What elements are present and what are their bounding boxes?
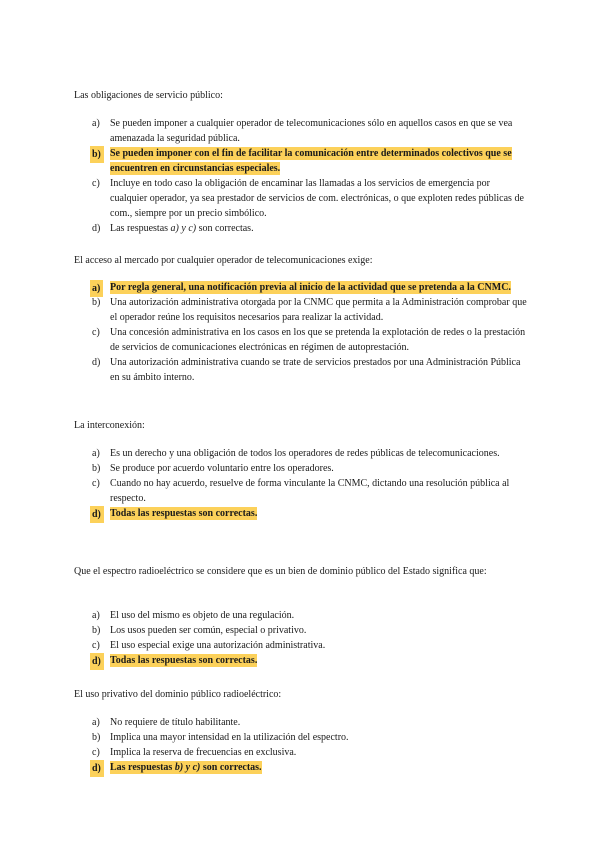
- option-text: [110, 223, 254, 234]
- option-2a-correct: [92, 280, 528, 295]
- option-5d-correct: [92, 760, 528, 775]
- question-4-options: [92, 608, 528, 668]
- option-text: Todas las respuestas son correctas.: [110, 508, 258, 519]
- option-text: Una concesión administrativa en los casos en los que se pretenda la explotación de redes o la prestación de servicios de comunicaciones electrónicas en régimen de autoprestación.: [110, 327, 526, 353]
- question-5-options: [92, 715, 528, 775]
- option-letter: b): [92, 732, 101, 743]
- option-text-pre: Las respuestas: [110, 223, 171, 234]
- option-text: Una autorización administrativa cuando se trate de servicios prestados por una Administración Pública en su ámbito interno.: [110, 357, 521, 383]
- option-4d-correct: [92, 653, 528, 668]
- question-4-prompt: Que el espectro radioeléctrico se considere que es un bien de dominio público del Estado significa que:: [74, 566, 487, 577]
- option-text: Todas las respuestas son correctas.: [110, 655, 258, 666]
- option-1a: [92, 116, 528, 146]
- option-text-post: son correctas.: [200, 762, 262, 773]
- question-5-prompt: El uso privativo del dominio público radioeléctrico:: [74, 689, 282, 700]
- question-3-prompt: La interconexión:: [74, 420, 145, 431]
- option-text: Se produce por acuerdo voluntario entre los operadores.: [110, 463, 334, 474]
- option-text: No requiere de título habilitante.: [110, 717, 241, 728]
- option-5b: [92, 730, 528, 745]
- option-letter: c): [92, 747, 100, 758]
- option-text: Incluye en todo caso la obligación de encaminar las llamadas a los servicios de emergencia por cualquier operador, ya sea prestador de servicios de com. electrónicas, o que exploten redes públicas de com., siempre por un precio simbólico.: [110, 178, 524, 219]
- option-text: [110, 761, 262, 774]
- option-letter: c): [92, 178, 100, 189]
- option-text-em: a) y c): [170, 223, 197, 234]
- option-letter: c): [92, 640, 100, 651]
- option-text: El uso especial exige una autorización administrativa.: [110, 640, 326, 651]
- option-1b-correct: [92, 146, 528, 176]
- option-text: Se pueden imponer con el fin de facilitar la comunicación entre determinados colectivos que se encuentren en circunstancias especiales.: [110, 148, 512, 174]
- option-letter: c): [92, 327, 100, 338]
- option-text-pre: Las respuestas: [110, 762, 175, 773]
- option-letter: a): [92, 118, 100, 129]
- question-1-options: [92, 116, 528, 236]
- option-text: Implica una mayor intensidad en la utilización del espectro.: [110, 732, 349, 743]
- option-2d: [92, 355, 528, 385]
- option-letter: d): [90, 506, 104, 523]
- option-3a: [92, 446, 528, 461]
- question-2-options: [92, 280, 528, 385]
- option-letter: c): [92, 478, 100, 489]
- option-letter: b): [90, 146, 104, 163]
- option-3d-correct: [92, 506, 528, 521]
- question-2-prompt: El acceso al mercado por cualquier operador de telecomunicaciones exige:: [74, 255, 373, 266]
- question-1-prompt: Las obligaciones de servicio público:: [74, 90, 223, 101]
- option-text: Se pueden imponer a cualquier operador de telecomunicaciones sólo en aquellos casos en que se vea amenazada la seguridad pública.: [110, 118, 513, 144]
- option-text: Los usos pueden ser común, especial o privativo.: [110, 625, 307, 636]
- option-text: Implica la reserva de frecuencias en exclusiva.: [110, 747, 297, 758]
- option-2b: [92, 295, 528, 325]
- option-text: Cuando no hay acuerdo, resuelve de forma vinculante la CNMC, dictando una resolución pública al respecto.: [110, 478, 510, 504]
- option-text: Es un derecho y una obligación de todos los operadores de redes públicas de telecomunicaciones.: [110, 448, 500, 459]
- option-letter: d): [92, 357, 101, 368]
- option-text: Una autorización administrativa otorgada por la CNMC que permita a la Administración comprobar que el operador reúne los requisitos necesarios para realizar la actividad.: [110, 297, 527, 323]
- option-letter: d): [90, 653, 104, 670]
- option-text-em: b) y c): [174, 762, 201, 773]
- question-3-options: [92, 446, 528, 521]
- option-1c: [92, 176, 528, 221]
- option-2c: [92, 325, 528, 355]
- option-3b: [92, 461, 528, 476]
- option-text: El uso del mismo es objeto de una regulación.: [110, 610, 295, 621]
- option-4c: [92, 638, 528, 653]
- option-letter: d): [92, 223, 101, 234]
- option-5c: [92, 745, 528, 760]
- option-letter: b): [92, 463, 101, 474]
- option-letter: d): [90, 760, 104, 777]
- option-5a: [92, 715, 528, 730]
- option-letter: a): [92, 717, 100, 728]
- option-4b: [92, 623, 528, 638]
- option-text-post: son correctas.: [196, 223, 254, 234]
- option-letter: a): [90, 280, 103, 297]
- option-1d: [92, 221, 528, 236]
- option-3c: [92, 476, 528, 506]
- option-text: Por regla general, una notificación previa al inicio de la actividad que se pretenda a la CNMC.: [110, 282, 511, 293]
- option-letter: b): [92, 625, 101, 636]
- option-letter: a): [92, 448, 100, 459]
- option-4a: [92, 608, 528, 623]
- option-letter: b): [92, 297, 101, 308]
- option-letter: a): [92, 610, 100, 621]
